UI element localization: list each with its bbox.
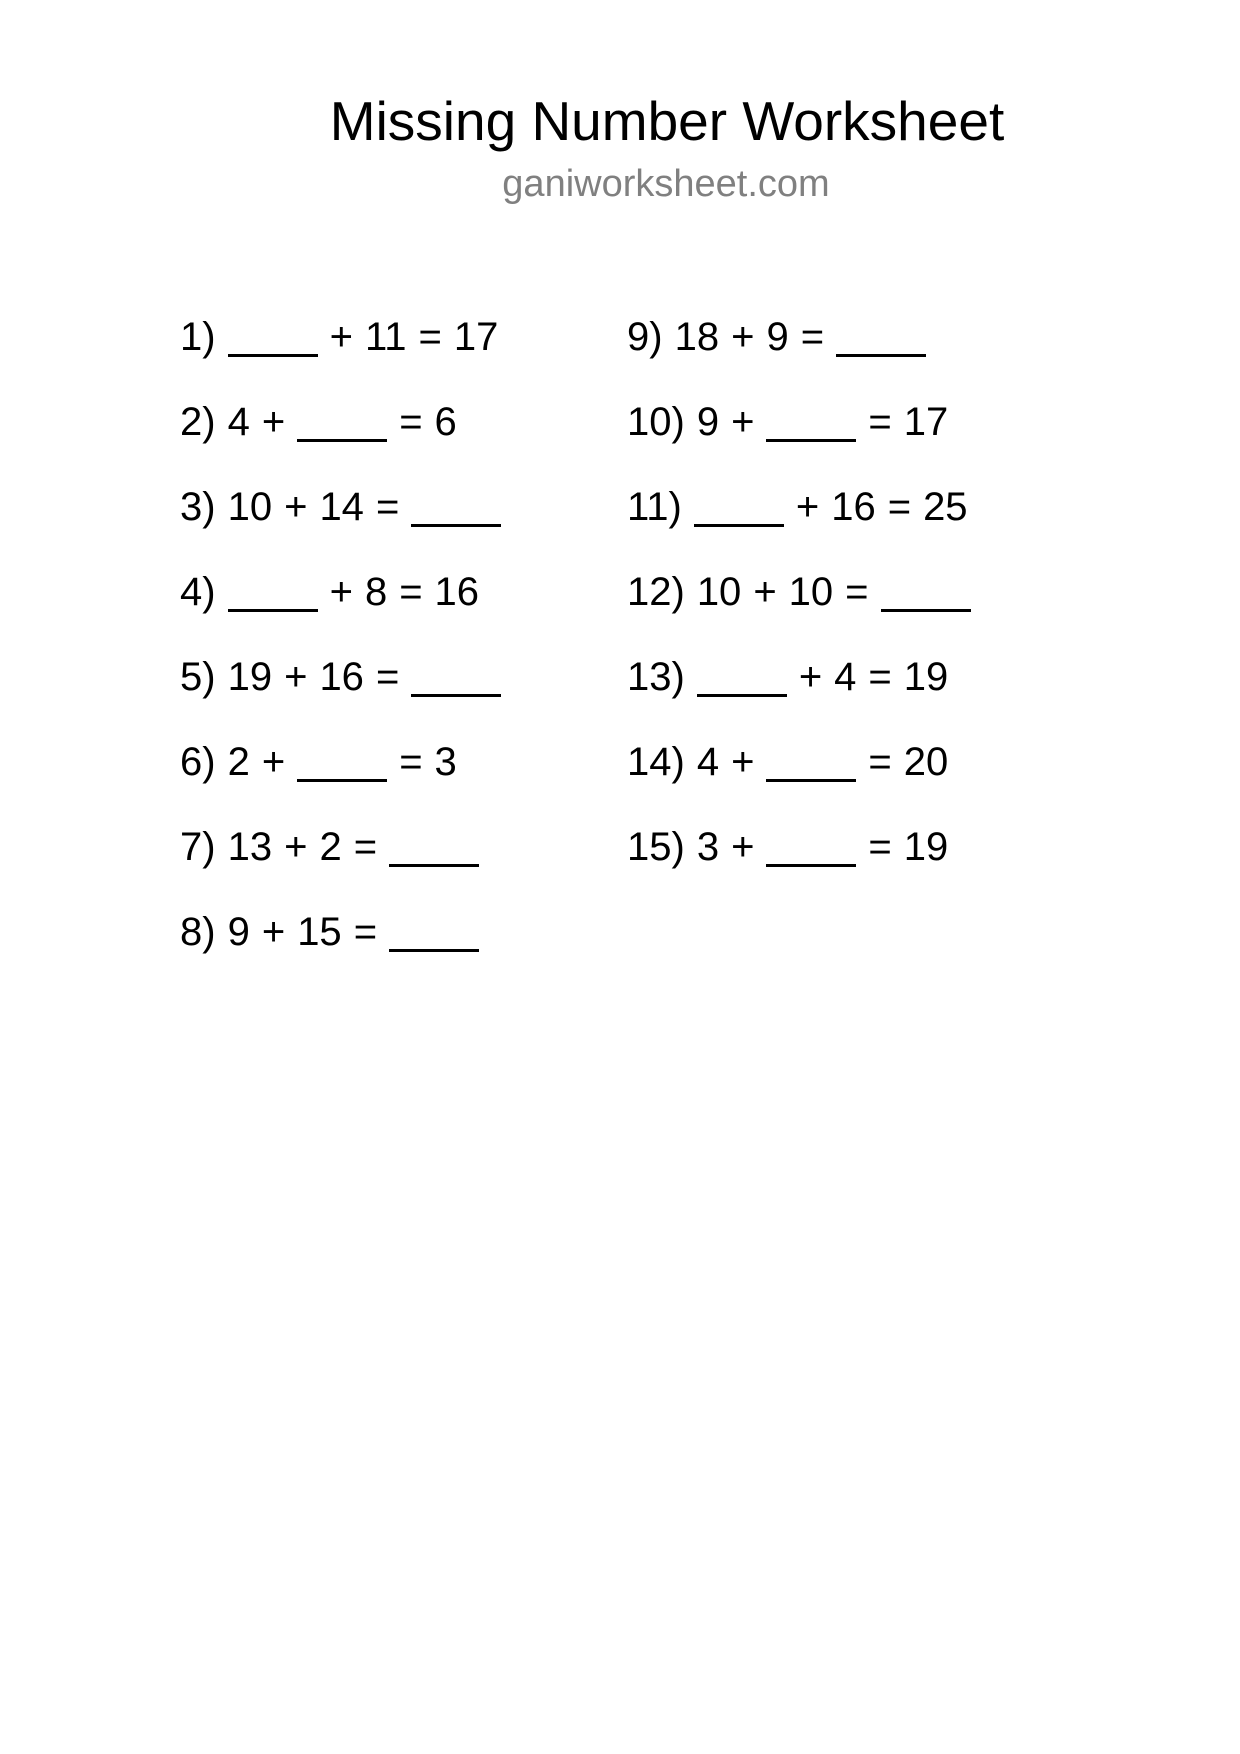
operand-b: 9: [766, 315, 789, 359]
operand-a: 4: [696, 740, 720, 784]
operand-b: 2: [319, 825, 342, 869]
equals-sign: =: [800, 315, 825, 359]
operator-plus: +: [261, 400, 286, 444]
equals-sign: =: [375, 655, 400, 699]
operator-plus: +: [798, 655, 823, 699]
operator-plus: +: [284, 485, 308, 529]
problem-number: 5): [180, 655, 216, 699]
problem-number: 3): [180, 485, 216, 529]
answer-blank[interactable]: [228, 312, 318, 357]
problem-number: 10): [627, 400, 685, 444]
operator-plus: +: [731, 400, 755, 444]
operator-plus: +: [731, 825, 755, 869]
operator-plus: +: [329, 315, 353, 359]
equals-sign: =: [868, 400, 892, 444]
problems-column-left: [180, 312, 501, 992]
problem-number: 14): [627, 740, 685, 784]
problem-number: 8): [180, 910, 216, 954]
operator-plus: +: [795, 485, 820, 529]
answer-blank[interactable]: [766, 822, 856, 867]
result-value: 17: [903, 400, 949, 444]
operand-a: 4: [227, 400, 250, 444]
problem-number: 13): [627, 655, 685, 699]
equals-sign: =: [375, 485, 400, 529]
operand-a: 13: [227, 825, 273, 869]
equals-sign: =: [418, 315, 442, 359]
answer-blank[interactable]: [694, 482, 784, 527]
problem-item: [180, 652, 501, 737]
answer-blank[interactable]: [766, 737, 856, 782]
problem-item: [627, 737, 971, 822]
operand-b: 11: [364, 315, 407, 359]
operand-b: 15: [297, 910, 342, 954]
answer-blank[interactable]: [297, 737, 387, 782]
operand-b: 8: [364, 570, 388, 614]
operand-b: 16: [319, 655, 364, 699]
equals-sign: =: [353, 910, 378, 954]
result-value: 20: [903, 740, 949, 784]
operator-plus: +: [329, 570, 353, 614]
operator-plus: +: [731, 740, 755, 784]
equals-sign: =: [353, 825, 378, 869]
operand-b: 14: [319, 485, 364, 529]
equals-sign: =: [868, 740, 892, 784]
answer-blank[interactable]: [389, 822, 479, 867]
problem-number: 1): [180, 315, 216, 359]
result-value: 19: [903, 655, 949, 699]
equals-sign: =: [399, 400, 423, 444]
operator-plus: +: [284, 655, 308, 699]
problem-number: 15): [627, 825, 685, 869]
answer-blank[interactable]: [836, 312, 926, 357]
problem-item: [180, 567, 501, 652]
answer-blank[interactable]: [697, 652, 787, 697]
answer-blank[interactable]: [297, 397, 387, 442]
answer-blank[interactable]: [411, 482, 501, 527]
problem-item: [627, 482, 971, 567]
operand-b: 16: [831, 485, 876, 529]
problem-number: 2): [180, 400, 216, 444]
equals-sign: =: [845, 570, 869, 614]
answer-blank[interactable]: [228, 567, 318, 612]
result-value: 17: [453, 315, 499, 359]
operator-plus: +: [731, 315, 755, 359]
equals-sign: =: [868, 825, 892, 869]
answer-blank[interactable]: [411, 652, 501, 697]
problem-number: 11): [627, 485, 682, 529]
operand-b: 10: [788, 570, 834, 614]
equals-sign: =: [868, 655, 892, 699]
operand-a: 9: [227, 910, 250, 954]
operand-a: 10: [227, 485, 273, 529]
operator-plus: +: [753, 570, 777, 614]
operand-a: 10: [696, 570, 742, 614]
result-value: 6: [434, 400, 457, 444]
problem-item: [627, 822, 971, 907]
operand-a: 9: [696, 400, 720, 444]
problem-item: [627, 397, 971, 482]
operator-plus: +: [261, 740, 286, 784]
problem-number: 4): [180, 570, 216, 614]
equals-sign: =: [887, 485, 912, 529]
problem-item: [627, 567, 971, 652]
result-value: 19: [903, 825, 949, 869]
problem-item: [627, 312, 971, 397]
problem-number: 7): [180, 825, 216, 869]
operand-a: 3: [696, 825, 720, 869]
answer-blank[interactable]: [766, 397, 856, 442]
problem-item: [627, 652, 971, 737]
answer-blank[interactable]: [389, 907, 479, 952]
result-value: 25: [923, 485, 968, 529]
problem-item: [180, 907, 501, 992]
operand-a: 19: [227, 655, 273, 699]
operand-a: 18: [674, 315, 720, 359]
site-url: ganiworksheet.com: [502, 163, 830, 205]
problem-number: 12): [627, 570, 685, 614]
problem-item: [180, 482, 501, 567]
problem-number: 9): [627, 315, 663, 359]
page-title: Missing Number Worksheet: [329, 90, 1005, 152]
operator-plus: +: [261, 910, 286, 954]
problem-item: [180, 397, 501, 482]
equals-sign: =: [399, 570, 423, 614]
problems-column-right: [627, 312, 971, 907]
equals-sign: =: [399, 740, 423, 784]
result-value: 16: [434, 570, 480, 614]
problem-item: [180, 822, 501, 907]
operand-a: 2: [227, 740, 250, 784]
result-value: 3: [434, 740, 457, 784]
problem-item: [180, 737, 501, 822]
problem-number: 6): [180, 740, 216, 784]
operator-plus: +: [284, 825, 308, 869]
problem-item: [180, 312, 501, 397]
answer-blank[interactable]: [881, 567, 971, 612]
operand-b: 4: [834, 655, 857, 699]
